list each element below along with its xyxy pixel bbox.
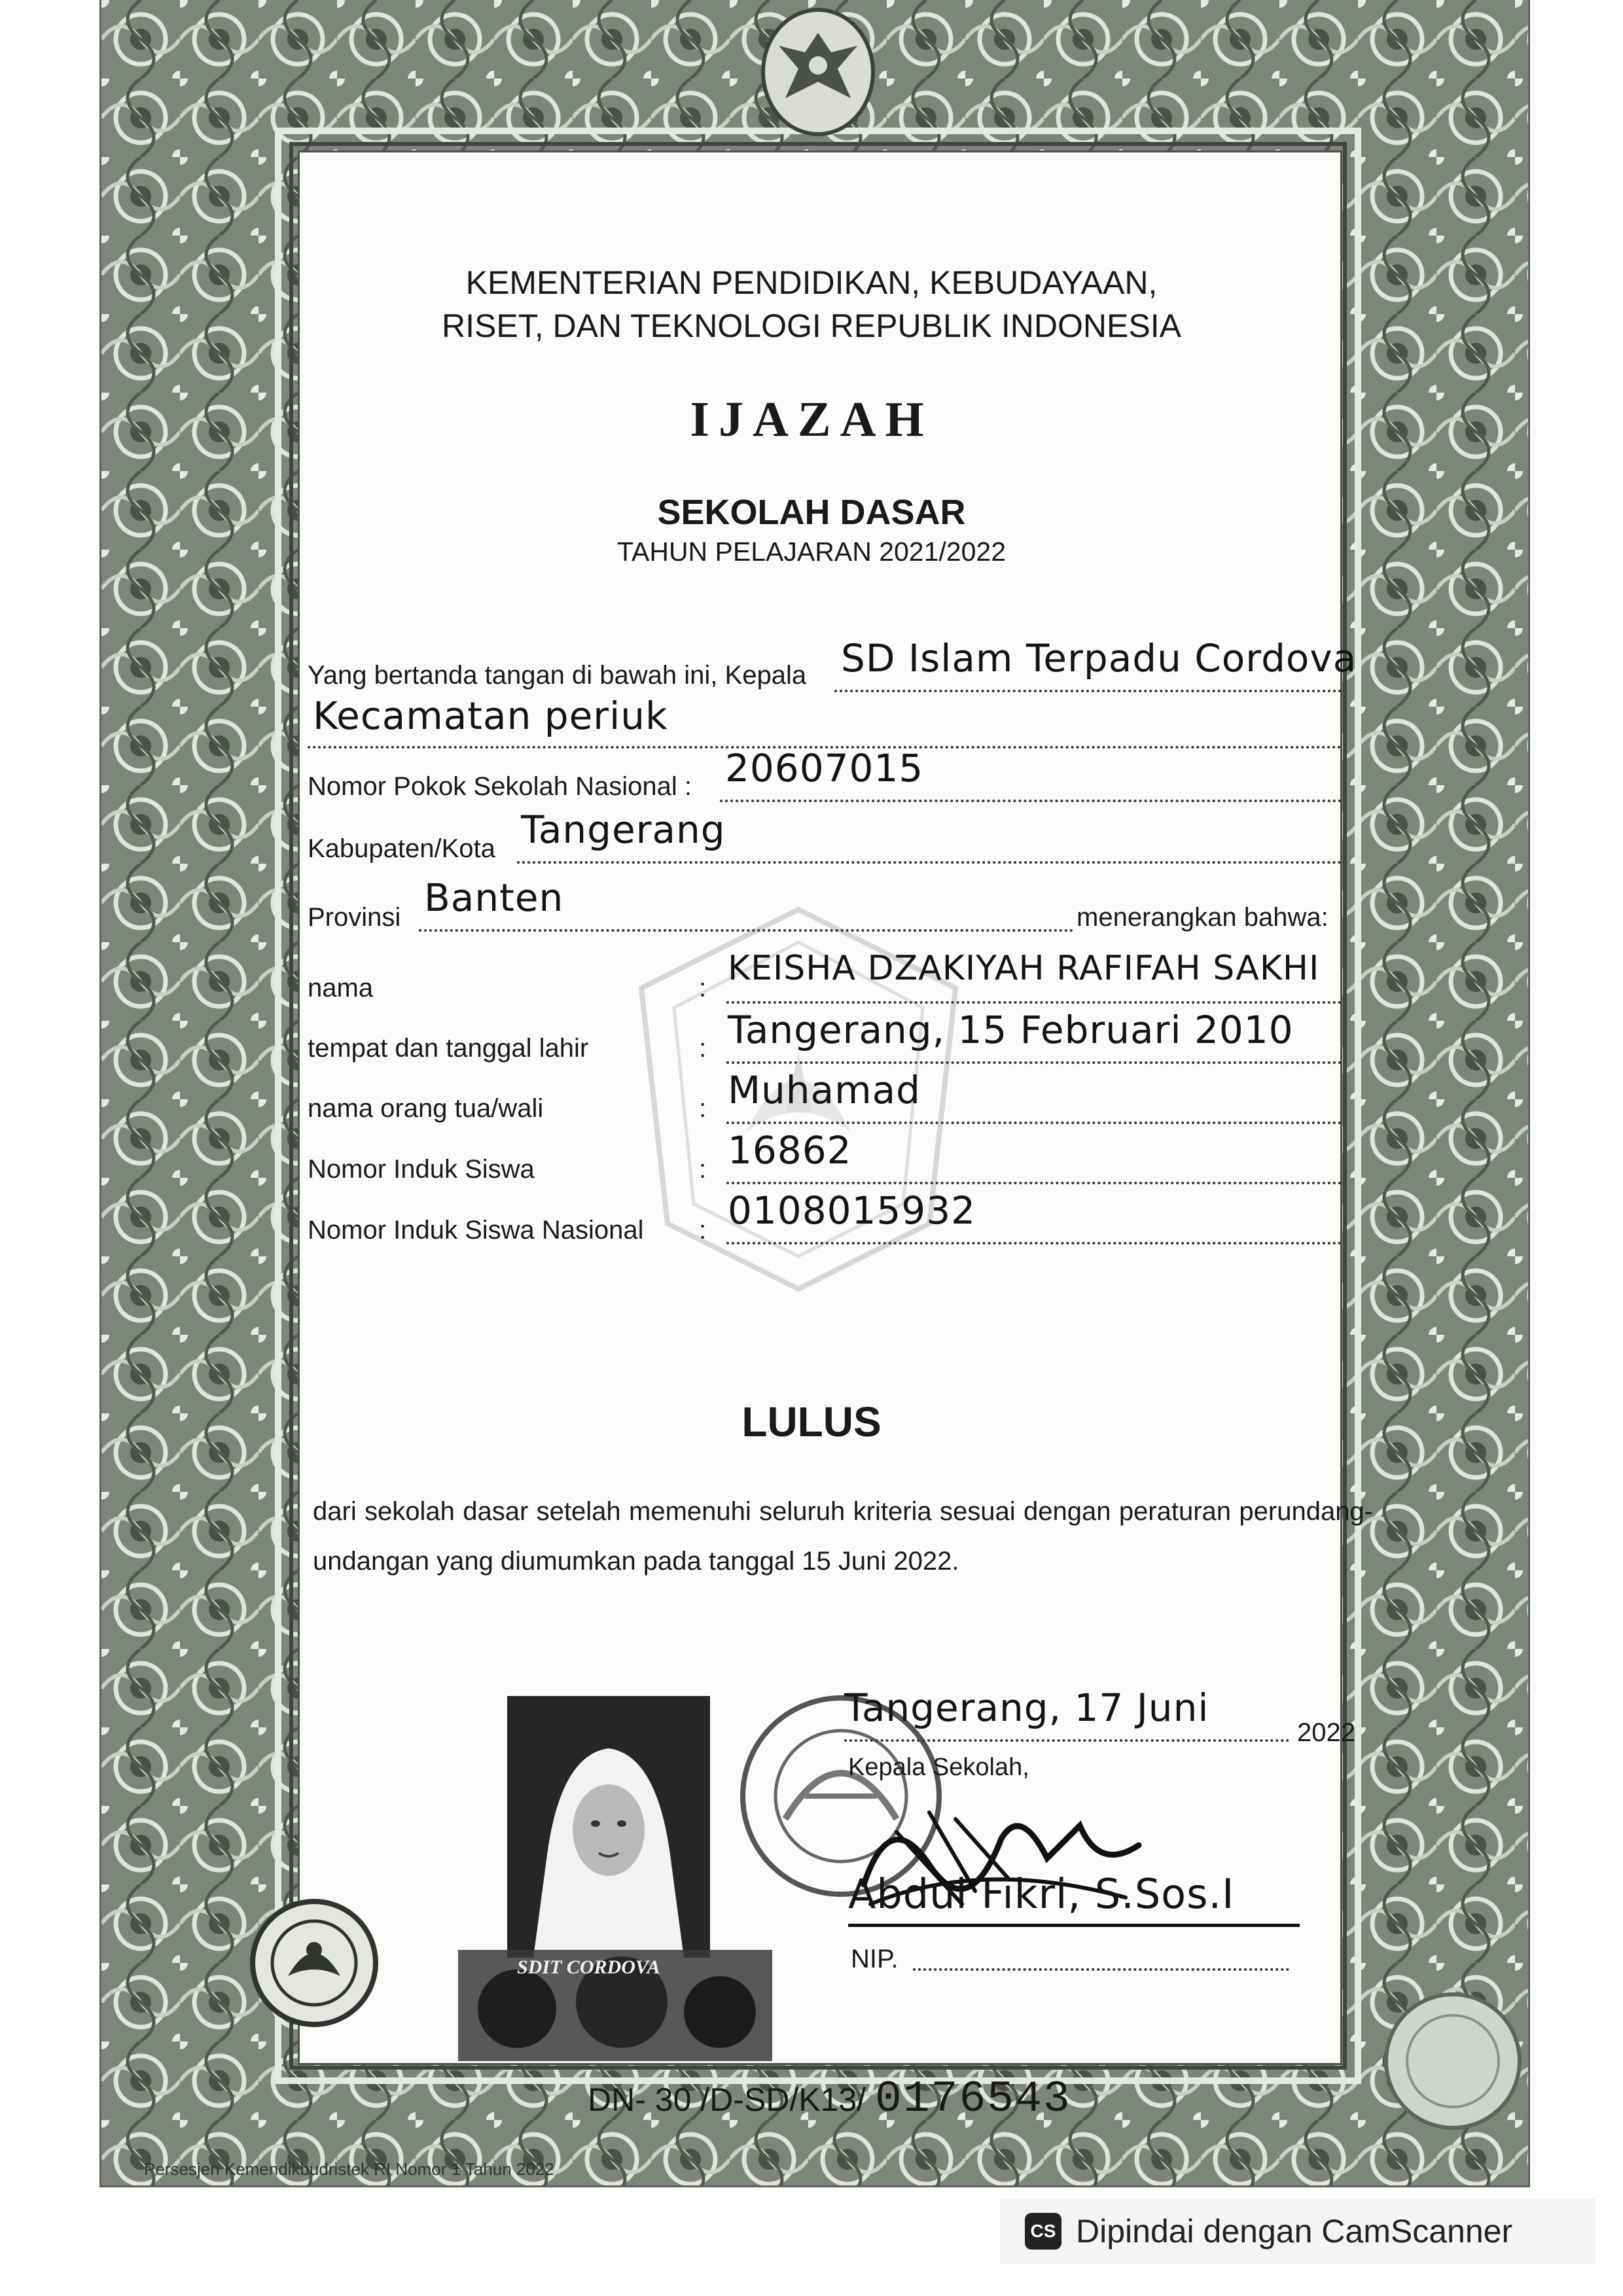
- field-colon: :: [699, 974, 707, 1002]
- field-colon: :: [699, 1094, 707, 1123]
- field-dotted-line: [726, 1242, 1342, 1245]
- field-colon: :: [699, 1216, 707, 1245]
- field-label-birth: tempat dan tanggal lahir: [308, 1034, 589, 1063]
- statement-text: dari sekolah dasar setelah memenuhi seluruh kriteria sesuai dengan peraturan perundang-undangan yang diumumkan pada tanggal 15 Juni 2022.: [313, 1497, 1373, 1576]
- field-value-nis: 16862: [728, 1128, 852, 1173]
- school-name: SD Islam Terpadu Cordova: [841, 636, 1357, 680]
- camscanner-logo-icon: CS: [1025, 2213, 1061, 2250]
- ministry-line-2: RISET, DAN TEKNOLOGI REPUBLIK INDONESIA: [442, 308, 1181, 344]
- npsn-value: 20607015: [725, 746, 924, 790]
- field-label-name: nama: [308, 974, 374, 1002]
- nip-label: NIP.: [851, 1945, 899, 1973]
- certificate-title: IJAZAH: [690, 392, 933, 447]
- npsn-dotted-line: [720, 800, 1342, 802]
- photo-caption: SDIT CORDOVA: [517, 1956, 660, 1978]
- nip-dotted-line: [913, 1968, 1289, 1971]
- garuda-emblem-icon: [759, 7, 877, 137]
- serial-prefix: DN- 30 /D-SD/K13/: [588, 2081, 866, 2118]
- signer-name-underline: [848, 1924, 1300, 1927]
- field-label-nisn: Nomor Induk Siswa Nasional: [308, 1216, 644, 1245]
- kemendikbud-seal-icon: [249, 1898, 380, 2028]
- city-value: Tangerang: [521, 807, 726, 852]
- camscanner-watermark: [1000, 2199, 1596, 2264]
- province-label: Provinsi: [308, 903, 401, 932]
- result-lulus: LULUS: [741, 1398, 882, 1445]
- serial-number-line: [588, 2074, 1071, 2125]
- district: Kecamatan periuk: [313, 694, 668, 738]
- province-value: Banten: [424, 875, 564, 920]
- field-label-parent: nama orang tua/wali: [308, 1094, 544, 1123]
- field-colon: :: [699, 1155, 707, 1184]
- camscanner-text: Dipindai dengan CamScanner: [1076, 2213, 1513, 2250]
- school-year: TAHUN PELAJARAN 2021/2022: [616, 537, 1007, 567]
- school-level: SEKOLAH DASAR: [657, 493, 966, 532]
- student-photo-portrait: [507, 1696, 710, 1958]
- city-dotted-line: [517, 861, 1342, 864]
- signing-dotted-line: [844, 1739, 1289, 1742]
- photo-stamp-overlay: [458, 1930, 772, 2061]
- signing-year: 2022: [1297, 1718, 1355, 1747]
- field-value-parent: Muhamad: [728, 1068, 921, 1112]
- corner-seal-icon: [1381, 1989, 1525, 2133]
- field-value-birth: Tangerang, 15 Februari 2010: [728, 1008, 1294, 1052]
- field-value-nisn: 0108015932: [728, 1188, 976, 1233]
- serial-number: 0176543: [875, 2074, 1071, 2125]
- school-name-dotted-line: [834, 690, 1342, 692]
- student-photo: [507, 1696, 710, 1958]
- signer-name: Abdul Fikri, S.Sos.I: [848, 1870, 1235, 1918]
- field-dotted-line: [726, 1001, 1342, 1004]
- intro-label: Yang bertanda tangan di bawah ini, Kepala: [308, 661, 807, 690]
- field-dotted-line: [726, 1061, 1342, 1064]
- declares-label: menerangkan bahwa:: [1077, 903, 1329, 932]
- npsn-label: Nomor Pokok Sekolah Nasional :: [308, 772, 692, 801]
- field-label-nis: Nomor Induk Siswa: [308, 1155, 535, 1184]
- province-dotted-line: [419, 929, 1073, 932]
- field-dotted-line: [726, 1122, 1342, 1124]
- field-value-name: KEISHA DZAKIYAH RAFIFAH SAKHI: [728, 949, 1320, 988]
- field-colon: :: [699, 1034, 707, 1063]
- signing-place-date: Tangerang, 17 Juni: [844, 1686, 1209, 1730]
- field-dotted-line: [726, 1182, 1342, 1184]
- city-label: Kabupaten/Kota: [308, 834, 495, 863]
- regulation-footnote: Persesjen Kemendikbudristek RI Nomor 1 Tahun 2022: [144, 2159, 554, 2179]
- ministry-line-1: KEMENTERIAN PENDIDIKAN, KEBUDAYAAN,: [465, 264, 1158, 301]
- signer-title: Kepala Sekolah,: [848, 1754, 1029, 1781]
